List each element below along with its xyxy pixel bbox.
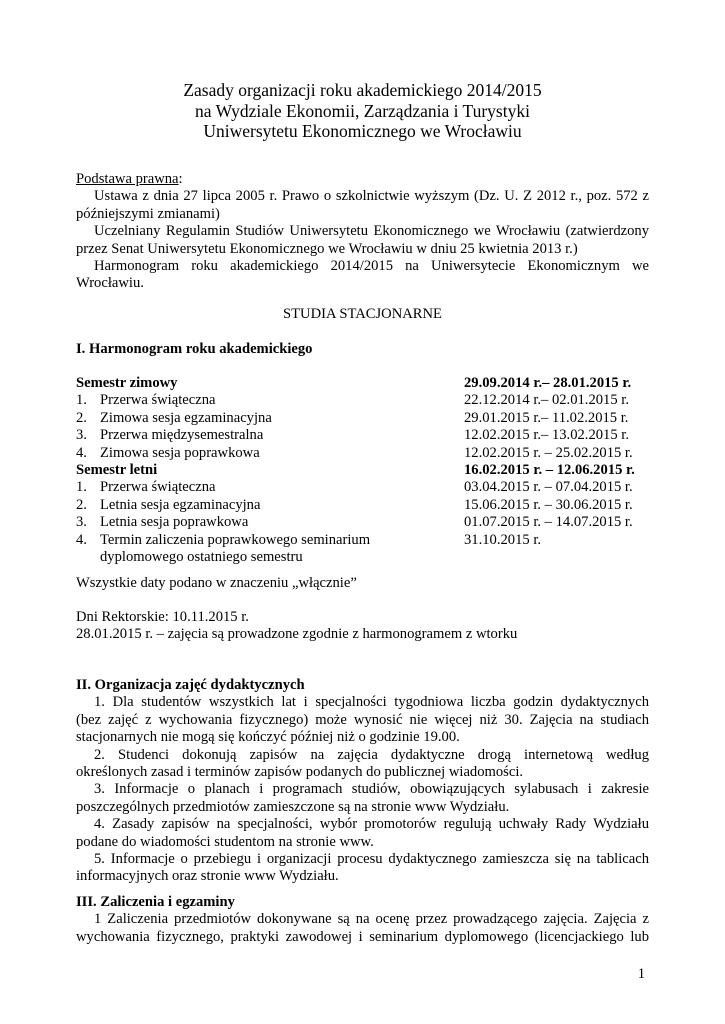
section-2-heading: II. Organizacja zajęć dydaktycznych — [76, 677, 305, 693]
schedule-row — [76, 532, 656, 549]
row-number: 4. — [76, 444, 87, 461]
section-2-p3-line-2: poszczególnych przedmiotów zamieszczone są na stronie www Wydziału. — [76, 798, 510, 815]
row-date: 12.02.2015 r. – 25.02.2015 r. — [464, 444, 633, 461]
study-mode-heading: STUDIA STACJONARNE — [283, 306, 442, 322]
schedule-row — [76, 392, 656, 409]
legal-basis-colon: : — [178, 171, 183, 187]
page-number: 1 — [637, 966, 645, 982]
row-number: 2. — [76, 496, 87, 513]
section-2-p2-line-1: 2. Studenci dokonują zapisów na zajęcia dydaktyczne drogą internetową według — [94, 746, 649, 763]
row-number: 3. — [76, 514, 87, 531]
schedule-row — [76, 479, 656, 496]
document-title — [0, 80, 725, 142]
section-1-heading: I. Harmonogram roku akademickiego — [76, 341, 313, 357]
schedule-row — [76, 497, 656, 514]
row-label: Letnia sesja egzaminacyjna — [100, 496, 261, 513]
title-line-2: na Wydziale Ekonomii, Zarządzania i Turystyki — [195, 100, 530, 121]
schedule-row-continuation — [76, 549, 656, 566]
row-label: Zimowa sesja egzaminacyjna — [100, 409, 272, 426]
section-2-p4-line-1: 4. Zasady zapisów na specjalności, wybór promotorów regulują uchwały Rady Wydziału — [94, 816, 649, 833]
winter-semester-range: 29.09.2014 r.– 28.01.2015 r. — [464, 375, 632, 391]
row-date: 01.07.2015 r. – 14.07.2015 r. — [464, 514, 633, 531]
inclusive-note: Wszystkie daty podano w znaczeniu „włącznie” — [76, 575, 357, 591]
title-line-1: Zasady organizacji roku akademickiego 2014/2015 — [183, 80, 542, 100]
section-3-heading: III. Zaliczenia i egzaminy — [76, 894, 235, 910]
legal-basis-item-1-line-2: późniejszymi zmianami) — [76, 205, 220, 222]
summer-semester-row — [76, 462, 656, 479]
legal-basis-item-2-line-1: Uczelniany Regulamin Studiów Uniwersytetu Ekonomicznego we Wrocławiu (zatwierdzony — [94, 223, 649, 240]
schedule-table — [76, 375, 656, 566]
row-label: Termin zaliczenia poprawkowego seminarium — [100, 531, 371, 548]
schedule-row — [76, 445, 656, 462]
row-number: 3. — [76, 427, 87, 444]
section-2-p4-line-2: podane do wiadomości studentom na stronie www. — [76, 833, 374, 850]
row-date: 31.10.2015 r. — [464, 531, 542, 548]
tuesday-schedule-note: 28.01.2015 r. – zajęcia są prowadzone zgodnie z harmonogramem z wtorku — [76, 626, 518, 643]
row-number: 2. — [76, 409, 87, 426]
section-2-p1-line-3: stacjonarnych nie mogą się kończyć później niż o godzinie 19.00. — [76, 729, 460, 746]
row-label-continuation: dyplomowego ostatniego semestru — [100, 548, 303, 565]
legal-basis-item-3-line-1: Harmonogram roku akademickiego 2014/2015 na Uniwersytecie Ekonomicznym we — [94, 258, 649, 275]
section-2-p1-line-1: 1. Dla studentów wszystkich lat i specjalności tygodniowa liczba godzin dydaktycznych — [94, 694, 649, 711]
title-line-3: Uniwersytetu Ekonomicznego we Wrocławiu — [203, 121, 522, 141]
legal-basis-item-2-line-2: przez Senat Uniwersytetu Ekonomicznego we Wrocławiu w dniu 25 kwietnia 2013 r.) — [76, 240, 578, 257]
section-3-p1-line-2: wychowania fizycznego, praktyki zawodowej i seminarium dyplomowego (licencjackiego lub — [76, 928, 649, 945]
schedule-row — [76, 514, 656, 531]
winter-semester-label: Semestr zimowy — [76, 375, 178, 391]
schedule-row — [76, 410, 656, 427]
row-label: Letnia sesja poprawkowa — [100, 514, 249, 531]
row-label: Przerwa międzysemestralna — [100, 427, 264, 444]
legal-basis-label: Podstawa prawna — [76, 171, 179, 187]
row-date: 03.04.2015 r. – 07.04.2015 r. — [464, 479, 633, 496]
legal-basis-item-1-line-1: Ustawa z dnia 27 lipca 2005 r. Prawo o szkolnictwie wyższym (Dz. U. Z 2012 r., poz. 572 z — [94, 188, 649, 205]
row-label: Przerwa świąteczna — [100, 392, 216, 409]
section-3 — [76, 894, 649, 946]
section-2-p1-line-2: (bez zajęć z wychowania fizycznego) może wynosić nie więcej niż 30. Zajęcia na studiach — [76, 711, 649, 728]
summer-semester-label: Semestr letni — [76, 461, 158, 478]
row-number: 4. — [76, 531, 87, 548]
schedule-row — [76, 427, 656, 444]
row-date: 12.02.2015 r.– 13.02.2015 r. — [464, 427, 629, 444]
legal-basis-item-3-line-2: Wrocławiu. — [76, 275, 144, 292]
section-2-p5-line-2: informacyjnych oraz stronie www Wydziału. — [76, 868, 339, 885]
row-date: 29.01.2015 r.– 11.02.2015 r. — [464, 409, 629, 426]
row-number: 1. — [76, 392, 87, 409]
row-number: 1. — [76, 479, 87, 496]
section-2 — [76, 677, 649, 886]
section-2-p5-line-1: 5. Informacje o przebiegu i organizacji procesu dydaktycznego zamieszcza się na tablicach — [94, 851, 649, 868]
rector-days: Dni Rektorskie: 10.11.2015 r. — [76, 609, 249, 625]
row-date: 22.12.2014 r.– 02.01.2015 r. — [464, 392, 629, 409]
winter-semester-row — [76, 375, 656, 392]
row-label: Zimowa sesja poprawkowa — [100, 444, 260, 461]
section-2-p3-line-1: 3. Informacje o planach i programach studiów, obowiązujących sylabusach i zakresie — [94, 781, 649, 798]
row-label: Przerwa świąteczna — [100, 479, 216, 496]
summer-semester-range: 16.02.2015 r. – 12.06.2015 r. — [464, 461, 635, 478]
section-3-p1-line-1: 1 Zaliczenia przedmiotów dokonywane są na ocenę przez prowadzącego zajęcia. Zajęcia z — [94, 911, 649, 928]
legal-basis-section — [76, 171, 649, 293]
section-2-p2-line-2: określonych zasad i terminów zapisów podanych do publicznej wiadomości. — [76, 764, 524, 781]
row-date: 15.06.2015 r. – 30.06.2015 r. — [464, 496, 633, 513]
rector-days-block — [76, 609, 649, 644]
